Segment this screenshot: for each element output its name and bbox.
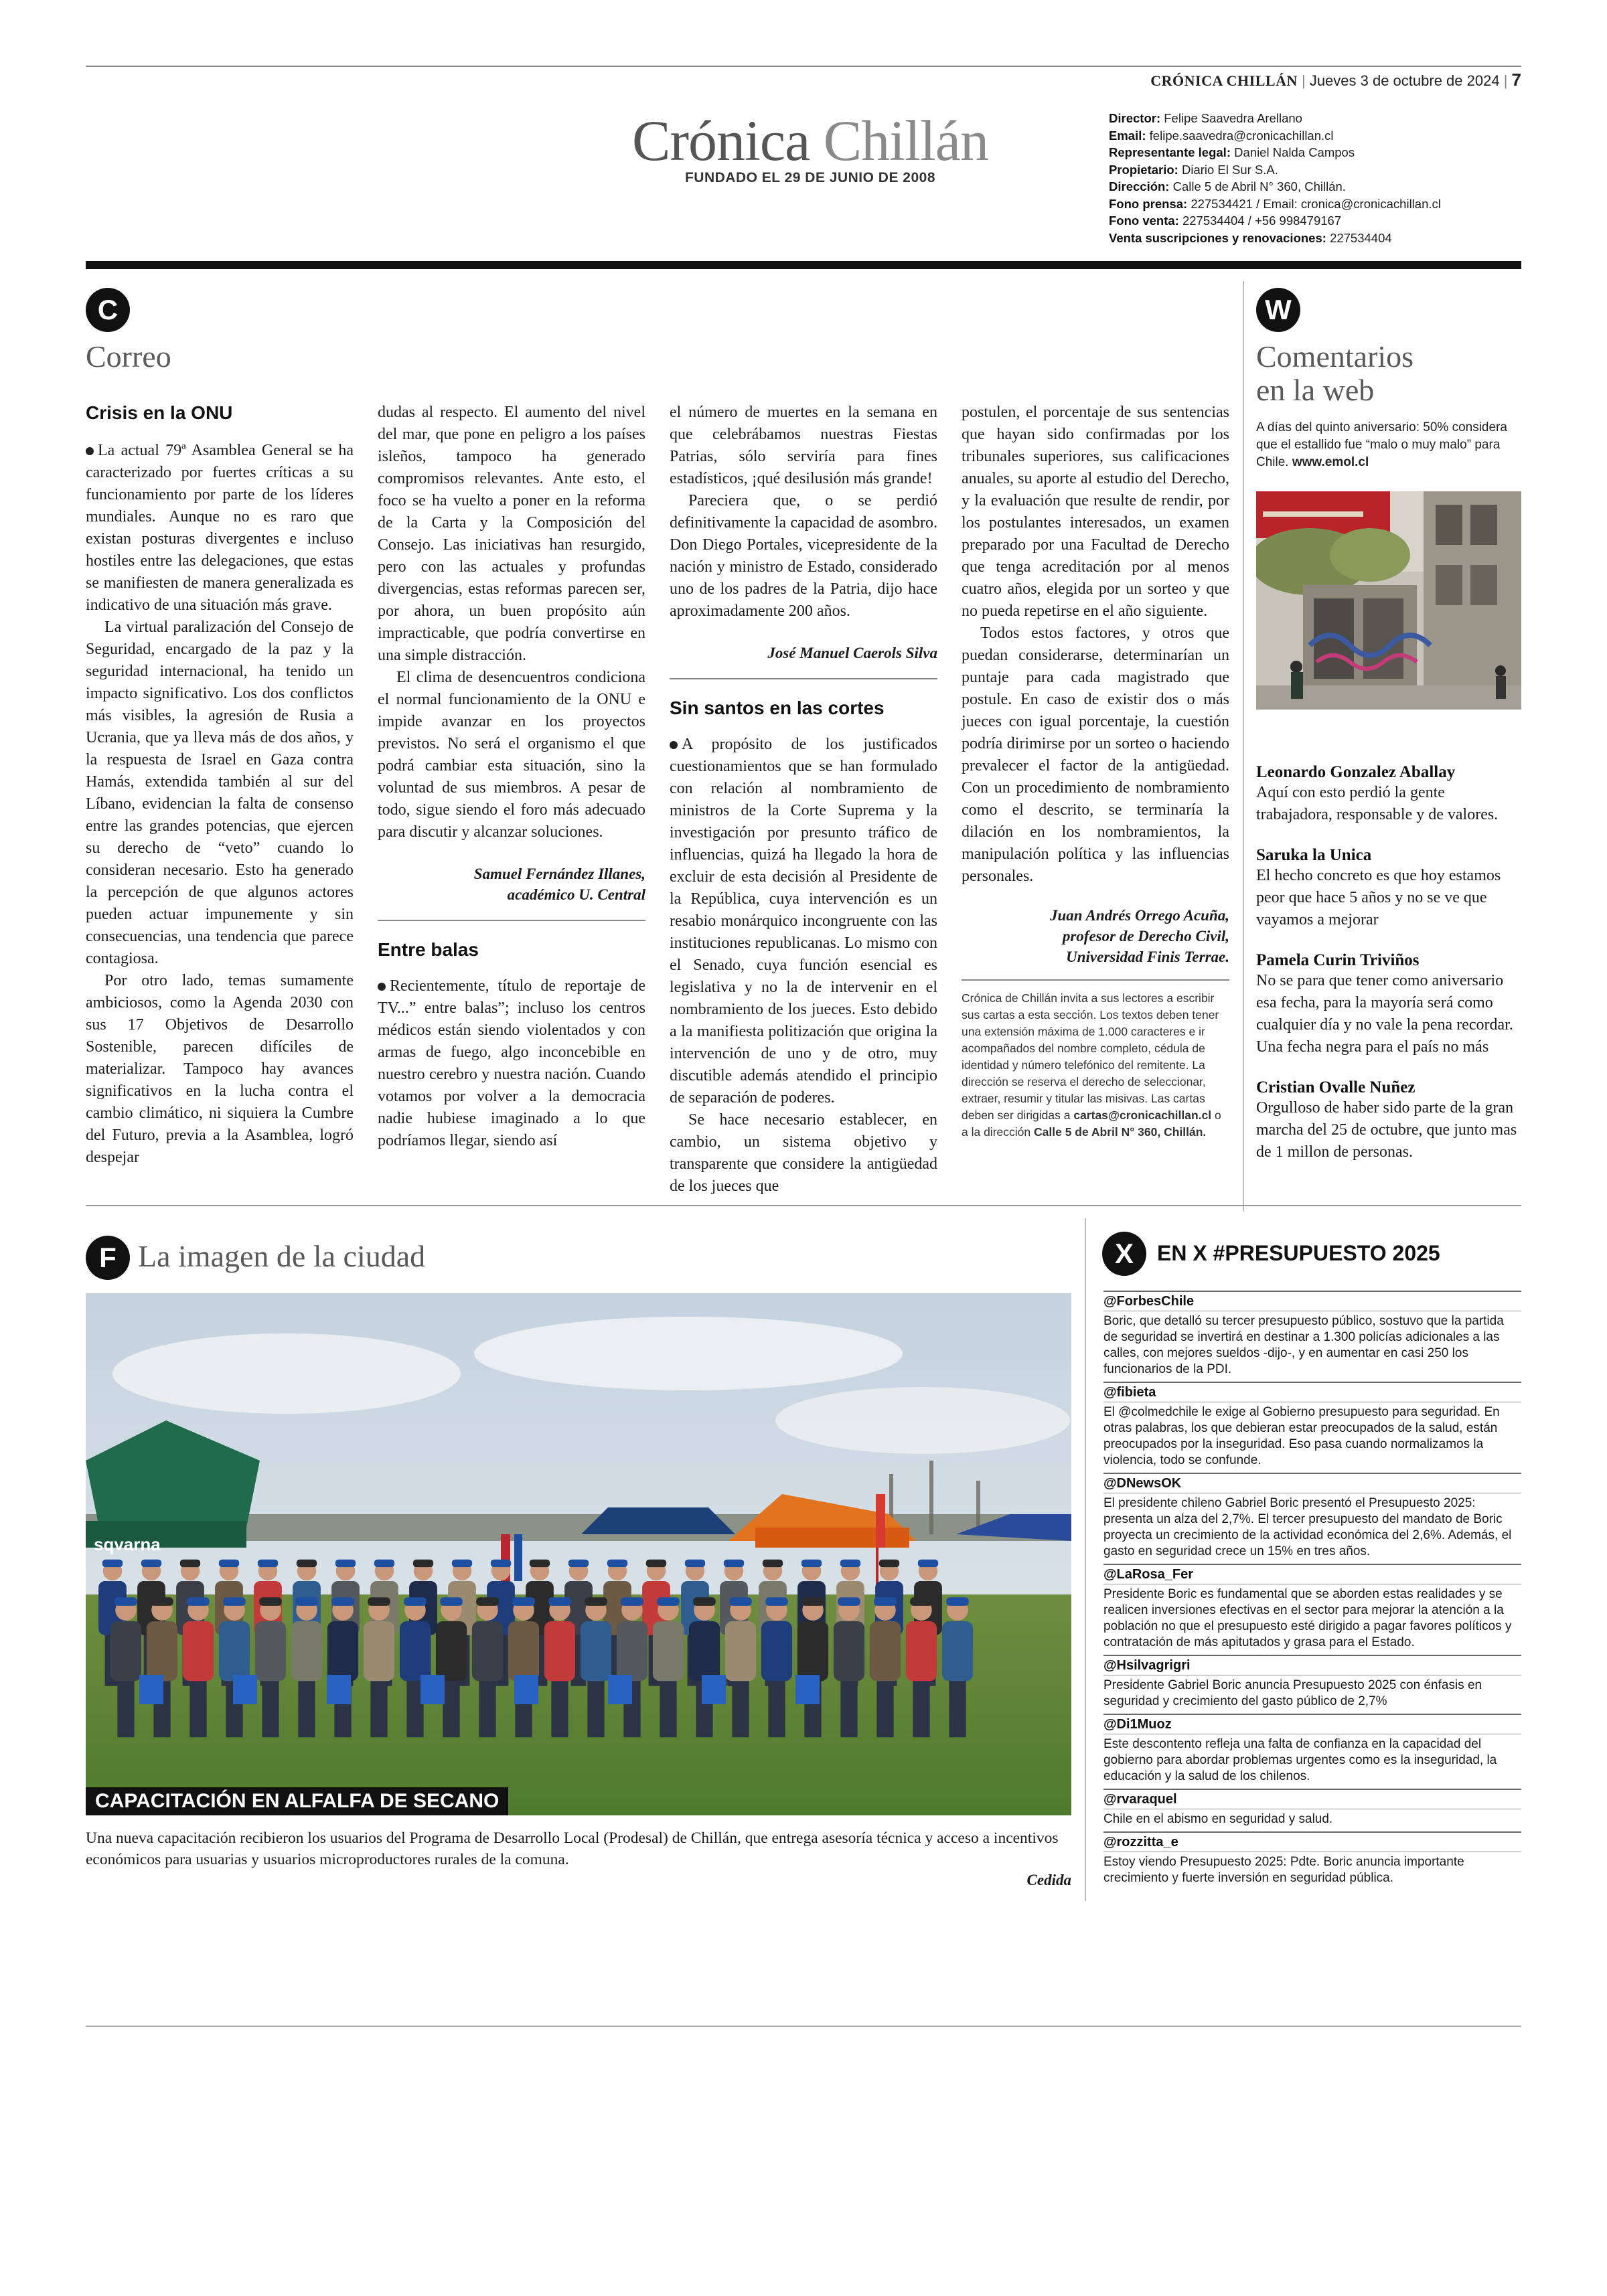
staff-value: 227534404 xyxy=(1330,230,1392,245)
x-post xyxy=(1103,1473,1521,1564)
letter-headline: Entre balas xyxy=(378,939,479,960)
letter-paragraph: El clima de desencuentros condiciona el normal funcionamiento de la ONU e impide avanzar en los proyectos previstos. No será el organismo el que podrá cambiar esta situación, sino la voluntad de sus miembros. A pesar de todo, sigue siendo el foro más adecuado para discutir y alcanzar soluciones. xyxy=(378,669,645,841)
x-post xyxy=(1103,1714,1521,1789)
letter-paragraph: La actual 79ª Asamblea General se ha caracterizado por fuertes críticas a su funcionamiento por parte de los líderes mundiales. Aunque no es raro que existan posturas divergentes e incluso hostiles entre las delegaciones, que estas se manifiesten de manera generalizada es indicativo de una situación más grave. xyxy=(86,442,354,614)
notice-divider xyxy=(962,979,1229,981)
founded-line: FUNDADO EL 29 DE JUNIO DE 2008 xyxy=(684,170,936,185)
staff-row xyxy=(1109,178,1524,195)
tote-bag xyxy=(420,1675,445,1704)
x-post xyxy=(1103,1789,1521,1831)
tote-bag xyxy=(327,1675,351,1704)
comment-text: Orgulloso de haber sido parte de la gran marcha del 25 de octubre, que junto mas de 1 millon de personas. xyxy=(1256,1099,1517,1161)
staff-label: Venta suscripciones y renovaciones: xyxy=(1109,230,1326,245)
web-comment xyxy=(1256,763,1521,826)
staff-row xyxy=(1109,127,1524,145)
correo-badge: C xyxy=(86,288,130,332)
comment-author: Leonardo Gonzalez Aballay xyxy=(1256,763,1456,781)
staff-row xyxy=(1109,110,1524,127)
masthead xyxy=(623,107,998,186)
letter-signature: Samuel Fernández Illanes, académico U. Central xyxy=(473,866,645,903)
city-caption: Una nueva capacitación recibieron los usuarios del Programa de Desarrollo Local (Prodesal) de Chillán, que entrega asesoría técnica y acceso a incentivos económicos para usuarias y usuarios microproductores rurales de la comuna. xyxy=(86,1829,1059,1868)
x-post xyxy=(1103,1564,1521,1655)
letter-column-4 xyxy=(962,402,1229,1141)
web-title: Comentarios en la web xyxy=(1256,339,1414,407)
staff-label: Fono prensa: xyxy=(1109,196,1188,211)
column-separator xyxy=(1243,281,1244,1212)
x-badge: X xyxy=(1102,1232,1146,1276)
tote-bag xyxy=(139,1675,163,1704)
column-separator xyxy=(1085,1218,1086,1901)
staff-label: Representante legal: xyxy=(1109,145,1231,159)
web-intro: A días del quinto aniversario: 50% considera que el estallido fue “malo o muy malo” para Chile. www.emol.cl xyxy=(1256,420,1507,469)
staff-label: Fono venta: xyxy=(1109,214,1179,228)
top-rule xyxy=(86,66,1521,67)
letter-divider xyxy=(670,678,937,679)
letter-headline: Crisis en la ONU xyxy=(86,402,233,423)
tote-bag xyxy=(608,1675,632,1704)
masthead-logo xyxy=(623,107,998,174)
city-title: La imagen de la ciudad xyxy=(138,1239,426,1273)
x-post-user[interactable]: @DNewsOK xyxy=(1103,1476,1182,1491)
staff-row xyxy=(1109,212,1524,230)
letter-column-2 xyxy=(378,402,645,1152)
x-post-user[interactable]: @rvaraquel xyxy=(1103,1792,1177,1807)
staff-label: Email: xyxy=(1109,128,1146,143)
bullet-dot xyxy=(378,983,386,991)
x-post-text: Boric, que detalló su tercer presupuesto público, sostuvo que la partida de seguridad se invertirá en destinar a 1.300 policías adicionales a las calles, con mejores sueldos -dijo-, y en aumentar en casi 250 los funcionarios de la PDI. xyxy=(1103,1314,1504,1376)
letters-notice: Crónica de Chillán invita a sus lectores a escribir sus cartas a esta sección. Los textos deben tener una extensión máxima de 1.000 caracteres e ir acompañados del nombre completo, cédula de identidad y número telefónico del remitente. La dirección se reserva el derecho de seleccionar, extraer, resumir y titular las misivas. Las cartas deben ser dirigidas a cartas@cronicachillan.cl o a la dirección Calle 5 de Abril N° 360, Chillán. xyxy=(962,991,1221,1139)
comment-author: Cristian Ovalle Nuñez xyxy=(1256,1078,1415,1096)
x-post-user[interactable]: @rozzitta_e xyxy=(1103,1835,1178,1850)
staff-row xyxy=(1109,195,1524,213)
letter-paragraph: A propósito de los justificados cuestionamientos que se han formulado con relación al nombramiento de ministros de la Corte Suprema y la investigación por presunto tráfico de influencias, quizá ha llegado la hora de excluir de esta decisión al Presidente de la República, cuya intervención es un resabio monárquico incongruente con las instituciones republicanas. Lo mismo con el Senado, cuya función esencial es legislativa y no la de intervenir en el nombramiento de los jueces. Esto debido a la manifiesta politización que origina la intervención de uno y de otro, muy discutible además atendido el principio de separación de poderes. xyxy=(670,736,937,1106)
x-post-text: Presidente Boric es fundamental que se aborden estas realidades y se realicen inversiones efectivas en el sector para mejorar la atención a la población no que el presupuesto esté dirigido a pagar favores políticos y contratación de más apitutados y grasa para el Estado. xyxy=(1103,1587,1512,1649)
group-photo-illustration xyxy=(86,1293,1071,1815)
logo-part-cronica: Crónica xyxy=(632,108,810,173)
x-post-text: El presidente chileno Gabriel Boric presentó el Presupuesto 2025: presenta un alza del 2,7%. El tercer presupuesto del mandato de Boric proyecta un crecimiento de la actividad económica del 2,6%. Además, el gasto en seguridad crece un 15% en tres años. xyxy=(1103,1496,1512,1558)
staff-box xyxy=(1109,110,1524,246)
staff-value: felipe.saavedra@cronicachillan.cl xyxy=(1149,128,1334,143)
x-post-text: Estoy viendo Presupuesto 2025: Pdte. Boric anuncia importante crecimiento y fuerte inversión en seguridad pública. xyxy=(1103,1855,1464,1885)
page-number: 7 xyxy=(1511,70,1521,90)
staff-value: Diario El Sur S.A. xyxy=(1181,162,1278,177)
letter-signature: Juan Andrés Orrego Acuña, profesor de Derecho Civil, Universidad Finis Terrae. xyxy=(1050,907,1229,965)
x-post-text: Chile en el abismo en seguridad y salud. xyxy=(1103,1812,1333,1826)
tote-bag xyxy=(795,1675,820,1704)
staff-label: Dirección: xyxy=(1109,179,1170,193)
letter-paragraph: Pareciera que, o se perdió definitivamente la capacidad de asombro. Don Diego Portales, vicepresidente de la nación y ministro de Estado, considerado uno de los padres de la Patria, dijo hace aproximadamente 200 años. xyxy=(670,492,937,620)
letter-paragraph: postulen, el porcentaje de sus sentencias que hayan sido confirmadas por los tribunales superiores, sus calificaciones anuales, su aporte al estudio del Derecho, y la evaluación que resulte de rendir, por los postulantes interesados, un examen preparado por una Facultad de Derecho que tenga acreditación por al menos cuatro años, elegida por un sorteo y que no pueda repetirse en el año siguiente. xyxy=(962,404,1229,620)
letter-paragraph: Por otro lado, temas sumamente ambiciosos, como la Agenda 2030 con sus 17 Objetivos de Desarrollo Sostenible, parecen difíciles de materializar. Tampoco hay avances significativos en la lucha contra el cambio climático, ni siquiera la Cumbre del Futuro, previa a la Asamblea, logró despejar xyxy=(86,972,354,1166)
staff-value: 227534404 / +56 998479167 xyxy=(1182,214,1342,228)
x-post-user[interactable]: @Hsilvagrigri xyxy=(1103,1658,1191,1673)
logo-part-chillan: Chillán xyxy=(823,108,988,173)
letter-paragraph: Recientemente, título de reportaje de TV...” entre balas”; incluso los centros médicos están siendo violentados y con armas de fuego, algo inconcebible en nuestro cerebro y nuestra nación. Cuando votamos por volver a la democracia nadie hubiese imaginado a lo que podríamos llegar, siendo así xyxy=(378,977,645,1149)
staff-label: Director: xyxy=(1109,111,1161,125)
x-post xyxy=(1103,1655,1521,1714)
staff-row xyxy=(1109,144,1524,161)
tent-banner-text: sqvarna xyxy=(94,1534,161,1554)
staff-value: 227534421 / Email: cronica@cronicachillan.cl xyxy=(1191,196,1441,211)
x-posts xyxy=(1103,1291,1521,1890)
web-comment xyxy=(1256,951,1521,1058)
staff-label: Propietario: xyxy=(1109,162,1178,177)
x-post-user[interactable]: @LaRosa_Fer xyxy=(1103,1567,1193,1582)
folio-name: CRÓNICA CHILLÁN xyxy=(1150,72,1298,89)
bullet-dot xyxy=(86,447,94,455)
tote-bag xyxy=(702,1675,726,1704)
notice-email: cartas@cronicachillan.cl xyxy=(1073,1109,1212,1122)
page-folio: CRÓNICA CHILLÁN | Jueves 3 de octubre de 2024 | 7 xyxy=(1150,70,1521,90)
folio-date: Jueves 3 de octubre de 2024 xyxy=(1309,72,1500,89)
staff-value: Calle 5 de Abril N° 360, Chillán. xyxy=(1172,179,1346,193)
letter-paragraph: Todos estos factores, y otros que puedan considerarse, determinarían un puntaje para cada magistrado que postule. En caso de existir dos o más jueces con igual porcentaje, la cuestión podría dirimirse por un sorteo o haciendo prevalecer el factor de la antigüedad. Con un procedimiento de nombramiento como el descrito, se terminaría la dilación en los nombramientos, la manipulación política y las influencias personales. xyxy=(962,625,1229,885)
comment-text: Aquí con esto perdió la gente trabajadora, responsable y de valores. xyxy=(1256,784,1499,823)
x-post-text: El @colmedchile le exige al Gobierno presupuesto para seguridad. En otras palabras, los que debieran estar preocupados de la salud, están preocupados por la inseguridad. Eso pasa cuando normalizamos la violencia, todo se confunde. xyxy=(1103,1405,1500,1467)
x-post-user[interactable]: @fibieta xyxy=(1103,1385,1156,1400)
web-badge: W xyxy=(1256,288,1300,332)
photo-credit: Cedida xyxy=(1026,1872,1071,1888)
letter-column-1 xyxy=(86,402,354,1169)
web-photo xyxy=(1256,491,1521,710)
city-badge: F xyxy=(86,1236,130,1280)
letter-signature: José Manuel Caerols Silva xyxy=(767,645,937,661)
city-photo xyxy=(86,1293,1071,1815)
x-post-text: Presidente Gabriel Boric anuncia Presupuesto 2025 con énfasis en seguridad y crecimiento del gasto público de 2,7% xyxy=(1103,1678,1482,1708)
staff-row xyxy=(1109,161,1524,179)
bullet-dot xyxy=(670,741,678,749)
x-post xyxy=(1103,1291,1521,1382)
tote-bag xyxy=(233,1675,257,1704)
letter-paragraph: La virtual paralización del Consejo de Seguridad, encargado de la paz y la seguridad internacional, ha tenido un impacto significativo. Los dos conflictos más visibles, la agresión de Rusia a Ucrania, que ya lleva más de dos años, y la respuesta de Israel en Gaza contra Hamás, extendida también al sur del Líbano, evidencian la falta de consenso entre las grandes potencias, que ejercen su derecho de “veto” cuando lo consideran necesario. Esto ha generado la percepción de que algunos actores pueden actuar impunemente y sin consecuencias, una tendencia que parece contagiosa. xyxy=(86,619,354,967)
notice-address: Calle 5 de Abril N° 360, Chillán. xyxy=(1034,1125,1207,1139)
letter-paragraph: dudas al respecto. El aumento del nivel del mar, que pone en peligro a los países isleños, tampoco ha generado compromisos relevantes. Ante esto, el foco se ha vuelto a poner en la reforma de la Carta y la Composición del Consejo. Las iniciativas han resurgido, pero con las actuales y profundas divergencias, estas reformas parecen ser, por ahora, un buen propósito aún impracticable, que podría convertirse en una simple distracción. xyxy=(378,404,645,664)
letter-divider xyxy=(378,920,645,921)
comment-author: Saruka la Unica xyxy=(1256,846,1372,864)
letter-headline: Sin santos en las cortes xyxy=(670,698,885,718)
web-comments xyxy=(1256,763,1521,1183)
x-title: EN X #PRESUPUESTO 2025 xyxy=(1157,1241,1440,1265)
web-comment xyxy=(1256,1078,1521,1163)
comment-author: Pamela Curin Triviños xyxy=(1256,951,1420,969)
letter-paragraph: el número de muertes en la semana en que celebrábamos nuestras Fiestas Patrias, sólo serviría para fines estadísticos, ¡qué desilusión más grande! xyxy=(670,404,937,487)
tote-bag xyxy=(514,1675,538,1704)
bottom-rule xyxy=(86,2026,1521,2027)
letter-column-3 xyxy=(670,402,937,1198)
x-post-text: Este descontento refleja una falta de confianza en la capacidad del gobierno para abordar problemas urgentes como es la inseguridad, la educación y la salud de los chilenos. xyxy=(1103,1737,1497,1783)
comment-text: El hecho concreto es que hoy estamos peor que hace 5 años y no se ve que vayamos a mejorar xyxy=(1256,867,1501,928)
x-post xyxy=(1103,1831,1521,1890)
correo-title: Correo xyxy=(86,339,171,374)
photo-label: CAPACITACIÓN EN ALFALFA DE SECANO xyxy=(86,1787,508,1815)
comment-text: No se para que tener como aniversario esa fecha, para la mayoría será como cualquier día y no vale la pena recordar. Una fecha negra para el país no más xyxy=(1256,972,1513,1056)
web-source: www.emol.cl xyxy=(1292,455,1369,469)
staff-value: Daniel Nalda Campos xyxy=(1234,145,1355,159)
x-post-user[interactable]: @Di1Muoz xyxy=(1103,1717,1172,1732)
section-divider xyxy=(86,1205,1521,1206)
web-comment xyxy=(1256,846,1521,931)
header-divider xyxy=(86,261,1521,269)
x-post-user[interactable]: @ForbesChile xyxy=(1103,1294,1195,1309)
staff-row xyxy=(1109,230,1524,247)
letter-paragraph: Se hace necesario establecer, en cambio, un sistema objetivo y transparente que considere la antigüedad de los jueces que xyxy=(670,1111,937,1195)
x-post xyxy=(1103,1382,1521,1473)
staff-value: Felipe Saavedra Arellano xyxy=(1164,111,1302,125)
